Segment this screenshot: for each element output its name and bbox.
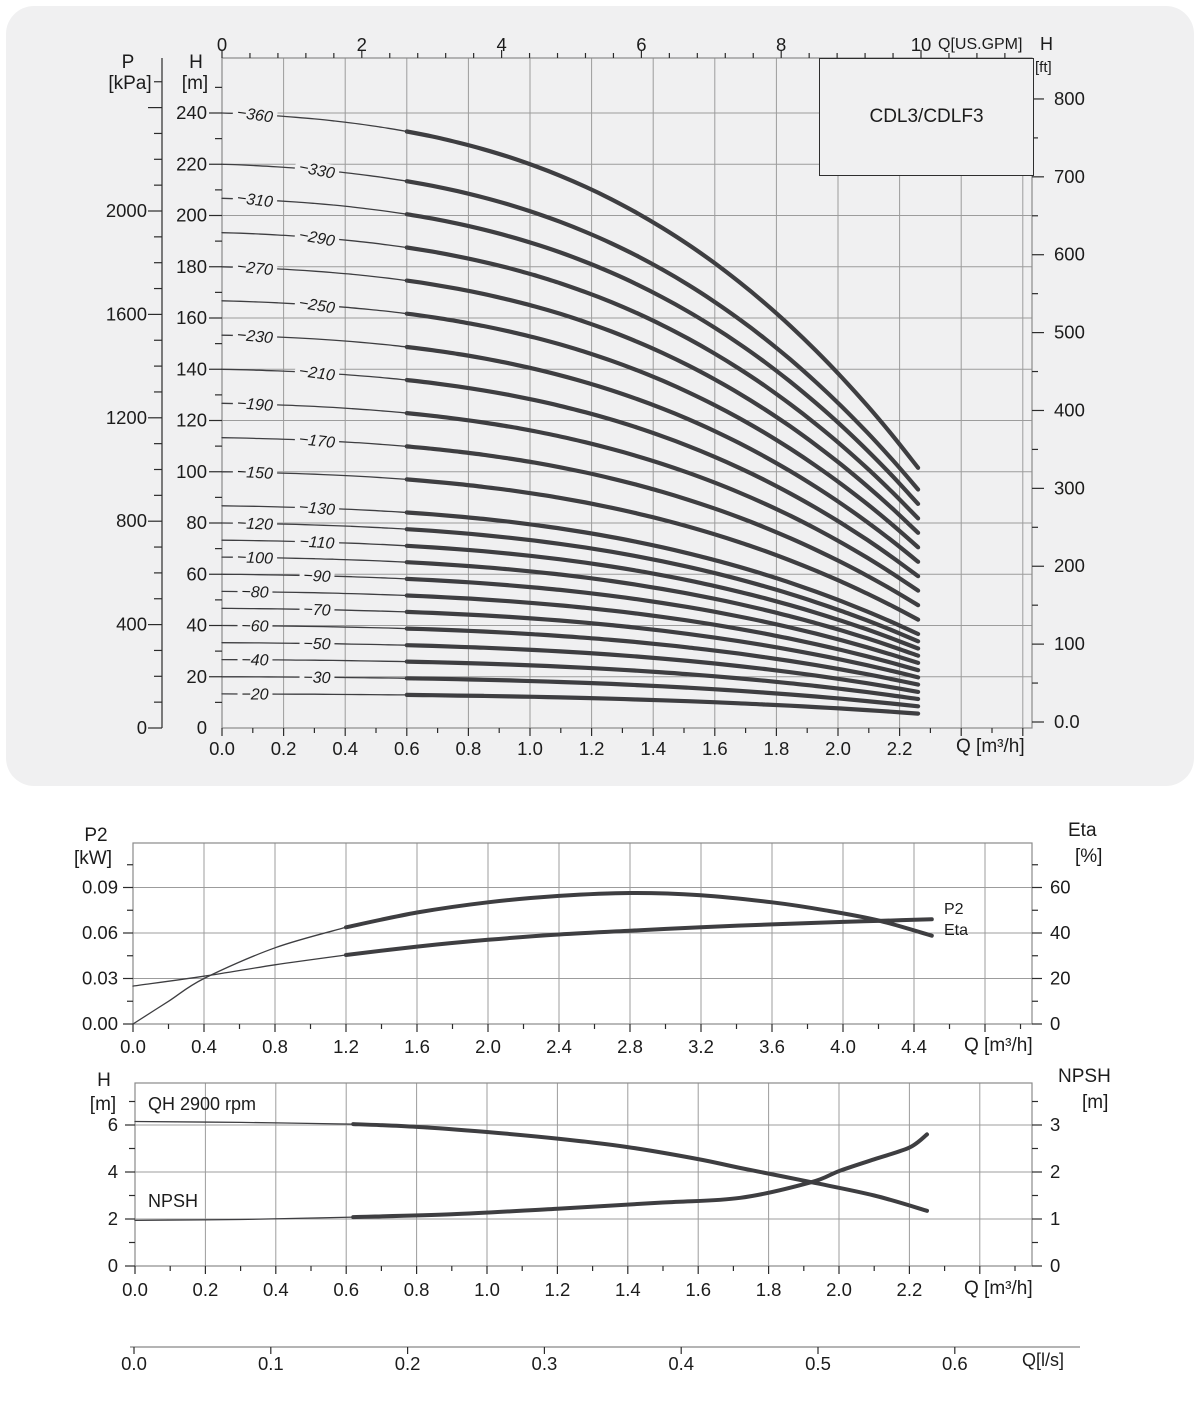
h-axis-title: H [189,52,203,73]
stage-curve-label [294,533,339,554]
svg-text:20: 20 [1050,967,1071,989]
svg-text:2.4: 2.4 [546,1036,572,1057]
stage-curve-label [232,514,277,534]
stage-curve-label [294,226,341,251]
stage-curve-label [233,549,278,568]
svg-text:0.06: 0.06 [81,921,118,943]
svg-text:4.4: 4.4 [901,1036,927,1057]
qh-chart-curves [135,1122,927,1221]
svg-text:220: 220 [176,153,207,175]
svg-text:600: 600 [1054,243,1085,265]
p2-axis-unit: [kW] [74,848,112,869]
svg-text:−190: −190 [236,395,274,415]
svg-text:−270: −270 [236,258,274,280]
svg-text:0.03: 0.03 [81,967,118,989]
svg-text:1.4: 1.4 [614,1279,641,1300]
svg-text:40: 40 [1050,922,1071,943]
svg-text:0.8: 0.8 [403,1279,430,1300]
svg-text:800: 800 [116,510,147,532]
svg-text:60: 60 [186,563,207,585]
ls-axis [121,1347,1080,1374]
svg-text:120: 120 [176,409,207,431]
svg-text:3: 3 [1050,1114,1061,1135]
svg-text:−40: −40 [241,652,269,670]
svg-text:1.6: 1.6 [685,1279,712,1300]
svg-text:0.09: 0.09 [81,876,118,898]
eta-axis-title: Eta [1068,820,1097,841]
svg-text:2: 2 [1050,1161,1061,1182]
stage-curve-label [237,617,272,635]
svg-text:140: 140 [176,358,207,380]
svg-text:0: 0 [136,717,147,738]
svg-text:1.2: 1.2 [544,1279,571,1300]
svg-text:−150: −150 [236,463,274,483]
svg-text:2.2: 2.2 [886,738,913,759]
eta-curve-label: Eta [944,922,969,939]
svg-text:4: 4 [107,1161,118,1182]
svg-text:2.0: 2.0 [825,738,851,759]
stage-curve-label [299,669,334,687]
svg-text:1.6: 1.6 [701,738,728,759]
svg-text:1200: 1200 [105,406,147,428]
svg-text:−250: −250 [297,294,336,318]
stage-curve-label [232,258,278,280]
svg-text:2000: 2000 [105,200,147,221]
svg-text:0.6: 0.6 [333,1279,360,1300]
svg-text:1.2: 1.2 [578,738,605,759]
svg-text:60: 60 [1050,876,1071,898]
p-axis-unit: [kPa] [108,73,152,94]
ft-axis-title: H [1040,34,1053,54]
svg-text:400: 400 [1054,399,1085,421]
stage-curve-label [294,362,340,385]
svg-text:2: 2 [107,1208,118,1229]
svg-text:0.4: 0.4 [262,1279,289,1300]
npsh-curve-label: NPSH [148,1191,199,1211]
svg-text:−30: −30 [303,669,331,688]
svg-text:180: 180 [176,255,207,277]
svg-text:2.2: 2.2 [896,1279,923,1300]
stage-curve-label [232,189,278,212]
svg-text:1.0: 1.0 [474,1279,500,1300]
svg-text:0.4: 0.4 [332,738,359,759]
svg-text:6: 6 [636,34,647,55]
stage-curve-label [294,430,340,452]
svg-text:80: 80 [186,512,207,533]
qh-chart-axes [108,1102,1061,1301]
svg-text:0.0: 0.0 [120,1036,146,1057]
svg-text:−60: −60 [241,617,269,636]
svg-text:−120: −120 [236,515,274,534]
svg-text:−70: −70 [302,601,331,620]
svg-text:1.8: 1.8 [763,738,790,759]
svg-text:2.0: 2.0 [475,1036,501,1057]
stage-curve-label [299,567,335,586]
svg-text:1.2: 1.2 [333,1036,359,1057]
svg-text:8: 8 [776,34,787,55]
svg-text:4: 4 [496,34,507,55]
svg-text:−290: −290 [297,226,337,251]
power-chart-curves [133,893,932,1024]
stage-curve-label [237,686,272,704]
svg-text:0.0: 0.0 [121,1353,147,1374]
svg-text:0.8: 0.8 [455,738,482,759]
stage-curve-label [293,158,340,184]
stage-curve-label [294,498,340,519]
h2-axis-unit: [m] [89,1094,117,1115]
svg-text:0: 0 [107,1255,118,1276]
svg-text:−80: −80 [241,583,269,602]
svg-text:0.0: 0.0 [122,1279,148,1300]
svg-text:0: 0 [1050,1013,1061,1034]
svg-text:1.8: 1.8 [755,1279,782,1300]
qh-curve-label: QH 2900 rpm [148,1094,257,1114]
svg-text:0.2: 0.2 [192,1279,219,1300]
svg-text:−230: −230 [236,327,274,348]
stage-curve-label [299,635,334,654]
svg-text:0.0: 0.0 [209,738,235,759]
npsh-axis-title: NPSH [1058,1066,1111,1087]
p2-axis-title: P2 [84,825,108,846]
svg-text:0: 0 [1050,1255,1061,1276]
svg-text:240: 240 [176,102,207,123]
svg-text:−90: −90 [302,567,331,587]
svg-text:0.6: 0.6 [393,738,420,759]
svg-text:200: 200 [176,204,207,226]
svg-text:10: 10 [910,34,932,55]
h-axis-unit: [m] [181,73,209,94]
svg-text:−170: −170 [298,431,336,452]
svg-text:0.2: 0.2 [270,738,297,759]
svg-text:0: 0 [196,717,207,738]
svg-text:0.5: 0.5 [805,1353,831,1374]
npsh-axis-unit: [m] [1082,1092,1109,1113]
svg-text:1.6: 1.6 [404,1036,430,1057]
svg-text:800: 800 [1054,87,1085,109]
svg-text:−210: −210 [297,362,336,385]
svg-text:1600: 1600 [105,303,147,325]
svg-text:−50: −50 [303,635,331,654]
svg-text:0.4: 0.4 [668,1353,695,1374]
p-axis-title: P [121,52,135,73]
ls-axis-label: Q[l/s] [1022,1350,1065,1370]
svg-text:4.0: 4.0 [830,1036,856,1057]
svg-text:0.6: 0.6 [941,1353,968,1374]
svg-text:3.2: 3.2 [688,1036,714,1057]
svg-text:100: 100 [1054,633,1085,655]
svg-text:0.2: 0.2 [394,1353,421,1374]
stage-curve-label [232,463,277,483]
svg-text:300: 300 [1054,477,1085,499]
eta-axis-unit: [%] [1075,846,1103,867]
svg-text:200: 200 [1054,555,1085,577]
svg-text:−360: −360 [235,104,274,127]
svg-text:−130: −130 [298,499,336,520]
top-q-axis-label: Q[US.GPM] [938,36,1023,53]
svg-text:2: 2 [356,34,367,55]
stage-curve-label [299,601,335,620]
svg-text:0.8: 0.8 [262,1036,288,1057]
model-label: CDL3/CDLF3 [869,106,984,127]
svg-text:−20: −20 [241,686,269,704]
ft-axis-unit: [ft] [1035,59,1052,76]
svg-text:−330: −330 [297,159,337,183]
svg-text:0.00: 0.00 [81,1013,118,1034]
svg-text:1.0: 1.0 [517,738,543,759]
svg-text:6: 6 [107,1114,118,1135]
svg-text:0.3: 0.3 [531,1353,558,1374]
stage-curve-label [232,103,278,127]
svg-text:40: 40 [186,614,207,636]
h2-axis-title: H [97,1070,111,1091]
svg-text:0: 0 [216,34,228,55]
svg-text:500: 500 [1054,321,1085,343]
svg-text:3.6: 3.6 [759,1036,785,1057]
svg-text:100: 100 [176,460,207,482]
main-bottom-q-label: Q [m³/h] [956,736,1025,757]
svg-text:1.4: 1.4 [640,738,667,759]
svg-text:20: 20 [186,665,207,687]
svg-text:700: 700 [1054,165,1085,187]
qh-bottom-q-label: Q [m³/h] [964,1278,1033,1299]
stage-curve-label [237,583,272,602]
mid-bottom-q-label: Q [m³/h] [964,1035,1033,1056]
svg-text:−100: −100 [236,549,274,568]
svg-text:0.0: 0.0 [1054,711,1080,732]
stage-curve-label [232,326,278,347]
stage-curve-label [237,651,272,669]
svg-text:−310: −310 [235,189,274,212]
svg-text:2.8: 2.8 [617,1036,643,1057]
svg-text:1: 1 [1050,1208,1061,1229]
svg-text:0.4: 0.4 [191,1036,217,1057]
p2-curve-label: P2 [944,901,964,918]
stage-curve-label [294,294,340,318]
main-chart-curves [222,103,918,713]
stage-curve-label [232,394,277,415]
svg-text:2.0: 2.0 [826,1279,852,1300]
qh-chart-grid [135,1083,1032,1266]
svg-text:0.1: 0.1 [257,1353,284,1374]
svg-text:400: 400 [116,613,147,635]
svg-text:−110: −110 [298,533,335,553]
svg-text:160: 160 [176,307,207,328]
model-label-box [819,58,1034,176]
